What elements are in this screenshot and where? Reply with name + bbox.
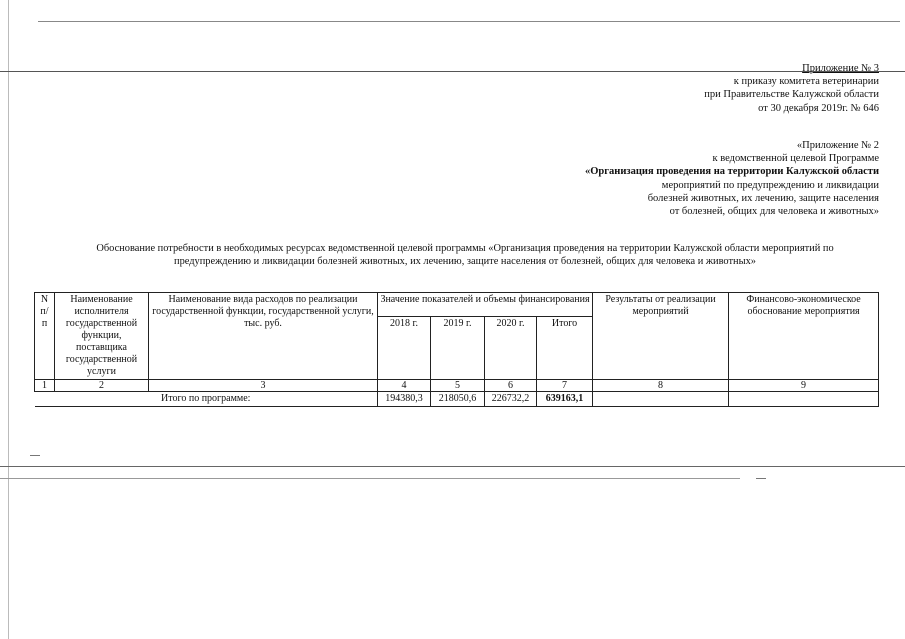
bottom-rule-2 bbox=[0, 478, 740, 479]
col-number: 5 bbox=[431, 380, 485, 392]
total-justification-empty bbox=[729, 392, 879, 407]
header-2018: 2018 г. bbox=[378, 317, 431, 380]
col-number: 1 bbox=[35, 380, 55, 392]
total-sum: 639163,1 bbox=[537, 392, 593, 407]
document-title bbox=[40, 242, 890, 268]
dash-right bbox=[756, 478, 766, 479]
total-2019: 218050,6 bbox=[431, 392, 485, 407]
appendix-2-line-5: болезней животных, их лечению, защите населения bbox=[647, 192, 879, 204]
appendix-2-title: «Приложение № 2 bbox=[796, 140, 879, 151]
appendix-3-title: Приложение № 3 bbox=[802, 63, 879, 74]
appendix-2-line-4: мероприятий по предупреждению и ликвидации bbox=[661, 179, 879, 191]
bottom-rule-1 bbox=[0, 466, 905, 467]
header-executor: Наименование исполнителя государственной функции, поставщика государственной услуги bbox=[55, 293, 149, 380]
appendix-2-program: к ведомственной целевой Программе bbox=[712, 153, 879, 165]
header-values: Значение показателей и объемы финансирования bbox=[378, 293, 593, 317]
col-number: 8 bbox=[593, 380, 729, 392]
appendix-3-government: при Правительстве Калужской области bbox=[704, 89, 879, 101]
col-number: 2 bbox=[55, 380, 149, 392]
header-justification: Финансово-экономическое обоснование мероприятия bbox=[729, 293, 879, 380]
title-line-2: предупреждению и ликвидации болезней животных, их лечению, защите населения от болезней, общих для человека и животных» bbox=[174, 256, 756, 267]
header-2020: 2020 г. bbox=[485, 317, 537, 380]
total-2020: 226732,2 bbox=[485, 392, 537, 407]
appendix-2-program-name: «Организация проведения на территории Калужской области bbox=[585, 166, 879, 178]
appendix-3-order: к приказу комитета ветеринарии bbox=[733, 76, 879, 88]
col-number: 6 bbox=[485, 380, 537, 392]
total-label: Итого по программе: bbox=[35, 392, 378, 407]
col-number: 4 bbox=[378, 380, 431, 392]
dash-left bbox=[30, 455, 40, 456]
financing-table bbox=[34, 292, 879, 407]
total-row bbox=[35, 392, 879, 407]
total-2018: 194380,3 bbox=[378, 392, 431, 407]
top-rule bbox=[38, 21, 900, 22]
col-number: 7 bbox=[537, 380, 593, 392]
total-results-empty bbox=[593, 392, 729, 407]
col-number: 3 bbox=[149, 380, 378, 392]
header-num: N п/ п bbox=[35, 293, 55, 380]
appendix-3-block bbox=[704, 62, 879, 115]
title-line-1: Обоснование потребности в необходимых ресурсах ведомственной целевой программы «Организация проведения на территории Калужской области мероприятий по bbox=[96, 243, 834, 254]
header-expense: Наименование вида расходов по реализации государственной функции, государственной услуги, тыс. руб. bbox=[149, 293, 378, 380]
column-number-row bbox=[35, 380, 879, 392]
appendix-3-date: от 30 декабря 2019г. № 646 bbox=[758, 102, 879, 114]
header-total: Итого bbox=[537, 317, 593, 380]
left-margin-rule bbox=[8, 0, 9, 639]
col-number: 9 bbox=[729, 380, 879, 392]
header-2019: 2019 г. bbox=[431, 317, 485, 380]
appendix-2-block bbox=[585, 139, 879, 218]
appendix-2-line-6: от болезней, общих для человека и животных» bbox=[669, 206, 879, 218]
header-results: Результаты от реализации мероприятий bbox=[593, 293, 729, 380]
